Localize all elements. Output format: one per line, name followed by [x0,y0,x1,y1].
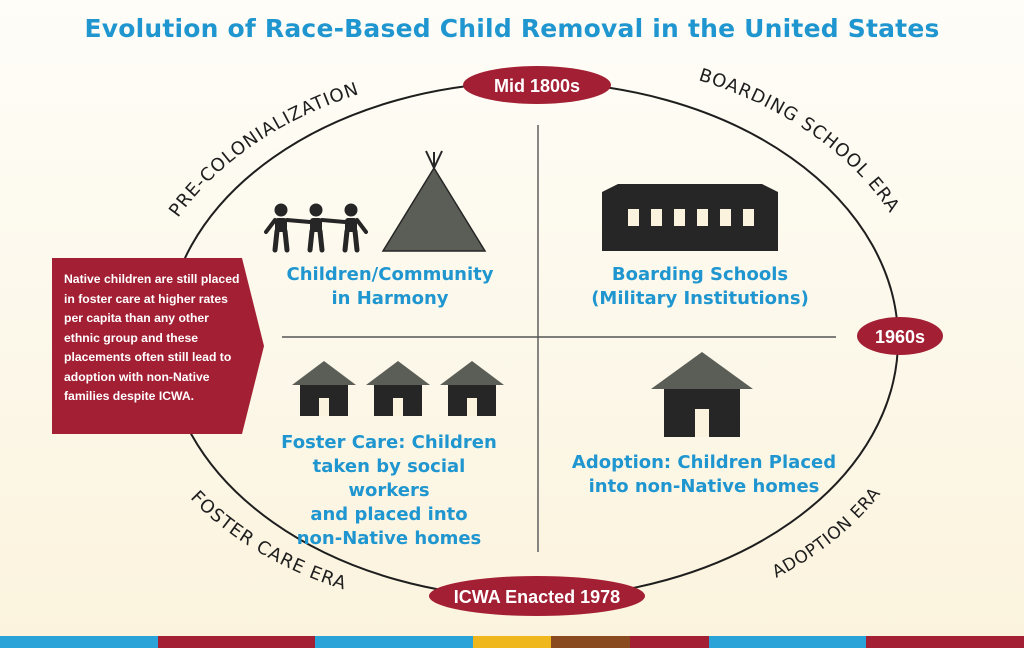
caption-top-right: Boarding Schools (Military Institutions) [591,264,809,309]
stripe-segment [945,636,1024,648]
caption-bottom-right: Adoption: Children Placed into non-Native homes [571,452,837,497]
stripe-segment [709,636,788,648]
milestone-badge-top [463,66,611,104]
stripe-segment [788,636,867,648]
page-title: Evolution of Race-Based Child Removal in the United States [84,14,940,43]
house-icon [651,352,753,437]
three-houses-icon [292,361,504,416]
era-label-bottom-left: FOSTER CARE ERA [186,486,350,595]
people-holding-hands-icon [266,204,366,251]
milestone-label-bottom: ICWA Enacted 1978 [453,587,621,607]
stripe-segment [315,636,394,648]
milestone-badge-right [857,317,943,355]
milestone-label-top: Mid 1800s [493,76,581,96]
boarding-school-building-icon [602,184,778,251]
stripe-segment [79,636,158,648]
milestone-label-right: 1960s [874,327,926,347]
house-icon-2 [366,361,430,416]
stripe-segment [158,636,237,648]
stripe-segment [236,636,315,648]
milestone-badge-bottom [429,576,645,616]
house-icon-1 [292,361,356,416]
stripe-segment [473,636,552,648]
stripe-segment [0,636,79,648]
era-label-bottom-right: ADOPTION ERA [768,483,885,583]
decorative-color-stripe [0,636,1024,648]
stripe-segment [551,636,630,648]
callout-text: Native children are still placed in foster care at higher rates per capita than any other ethnic group and these placements often still lead to adoption with non-Native families despite ICWA. [64,272,240,403]
stripe-segment [394,636,473,648]
tipi-icon [383,151,485,251]
era-label-top-left: PRE-COLONIALIZATION [165,78,362,222]
caption-top-left: Children/Community in Harmony [286,264,494,309]
stripe-segment [866,636,945,648]
house-icon-3 [440,361,504,416]
stripe-segment [630,636,709,648]
callout-box [52,258,264,434]
era-label-top-right: BOARDING SCHOOL ERA [696,64,904,217]
caption-bottom-left: Foster Care: Children taken by social workers and placed into non-Native homes [281,432,497,549]
